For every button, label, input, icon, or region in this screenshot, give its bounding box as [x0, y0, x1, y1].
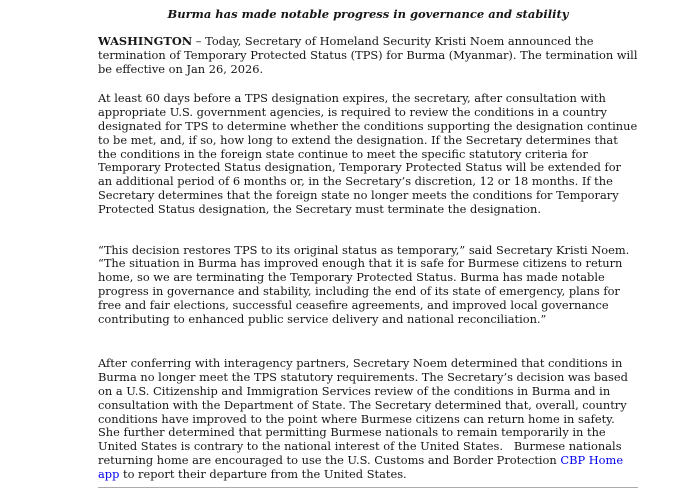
paragraph-noem-quote: “This decision restores TPS to its original status as temporary,” said Secretary Kristi Noem. “The situation in Burma has improved enough that it is safe for Burmese citizens to return home, so we are terminating the Temporary Protected Status. Burma has made notable progress in governance and stability, including the end of its state of emergency, plans for free and fair elections, successful ceasefire agreements, and improved local governance contributing to enhanced public service delivery and national reconciliation.”: [98, 242, 633, 326]
determination-text-before-link: After conferring with interagency partners, Secretary Noem determined that conditions in Burma no longer meet the TPS statutory requirements. The Secretary’s decision was based on a U.S. Citizenship and Immigration Services review of the conditions in Burma and in consultation with the Department of State. The Secretary determined that, overall, country conditions have improved to the point where Burmese citizens can return home in safety. She further determined that permitting Burmese nationals to remain temporarily in the United States is contrary to the national interest of the United States. Burmese nationals returning home are encouraged to use the U.S. Customs and Border Protection: [98, 356, 632, 467]
dateline-city: WASHINGTON: [98, 34, 193, 48]
paragraph-dateline: [98, 34, 642, 76]
paragraph-determination: [98, 357, 638, 481]
cbp-home-app-link[interactable]: CBP Home app: [98, 452, 627, 481]
paragraph-tps-process: At least 60 days before a TPS designation expires, the secretary, after consultation with appropriate U.S. government agencies, is required to review the conditions in a country designated for TPS to determine whether the conditions supporting the designation continue to be met, and, if so, how long to extend the designation. If the Secretary determines that the conditions in the foreign state continue to meet the specific statutory criteria for Temporary Protected Status designation, Temporary Protected Status will be extended for an additional period of 6 months or, in the Secretary’s discretion, 12 or 18 months. If the Secretary determines that the foreign state no longer meets the conditions for Temporary Protected Status designation, the Secretary must terminate the designation.: [98, 91, 641, 216]
dateline-text: – Today, Secretary of Homeland Security Kristi Noem announced the termination of Temporary Protected Status (TPS) for Burma (Myanmar). The termination will be effective on Jan 26, 2026.: [98, 34, 642, 76]
press-release-content: [98, 7, 642, 488]
section-divider: [98, 487, 638, 488]
release-subtitle: Burma has made notable progress in governance and stability: [167, 7, 569, 21]
determination-text-after-link: to report their departure from the United States.: [119, 466, 407, 481]
